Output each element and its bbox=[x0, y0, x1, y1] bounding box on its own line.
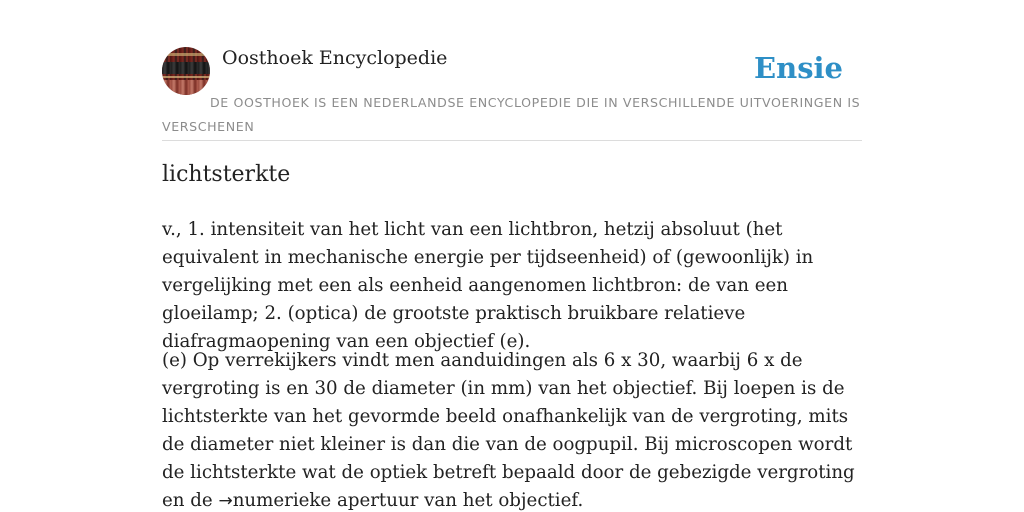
arrow-right-icon: → bbox=[218, 491, 233, 511]
brand-logo[interactable]: Ensie bbox=[754, 51, 843, 85]
book-spine-band bbox=[162, 62, 210, 74]
entry-paragraph: v., 1. intensiteit van het licht van een lichtbron, hetzij absoluut (het equivalent in mechanische energie per tijdseenheid) of (gewoonlijk) in vergelijking met een als eenheid aangenomen lichtbron: de van een gloeilamp; 2. (optica) de grootste praktisch bruikbare relatieve diafragmaopening van een objectief (e). bbox=[162, 219, 814, 352]
site-title[interactable]: Oosthoek Encyclopedie bbox=[222, 47, 448, 69]
paragraph-text: (e) Op verrekijkers vindt men aanduidingen als 6 x 30, waarbij 6 x de vergroting is en 30 de diameter (in mm) van het objectief. Bij loepen is de lichtsterkte van het gevormde beeld onafhankelijk van de vergroting, mits de diameter niet kleiner is dan die van de oogpupil. Bij microscopen wordt de lichtsterkte wat de optiek betreft bepaald door de gebezigde vergroting en de bbox=[162, 350, 855, 511]
paragraph-text: van het objectief. bbox=[418, 490, 584, 511]
cross-reference-text: numerieke apertuur bbox=[232, 490, 419, 511]
header bbox=[162, 46, 862, 141]
book-spine-band bbox=[162, 53, 210, 56]
entry-paragraph bbox=[162, 347, 864, 512]
entry-title: lichtsterkte bbox=[162, 162, 291, 187]
encyclopedia-avatar[interactable] bbox=[162, 47, 210, 95]
cross-reference-link[interactable] bbox=[218, 490, 418, 511]
site-tagline: DE OOSTHOEK IS EEN NEDERLANDSE ENCYCLOPEDIE DIE IN VERSCHILLENDE UITVOERINGEN IS VERSCHENEN bbox=[162, 95, 861, 134]
book-spine-band bbox=[162, 76, 210, 78]
